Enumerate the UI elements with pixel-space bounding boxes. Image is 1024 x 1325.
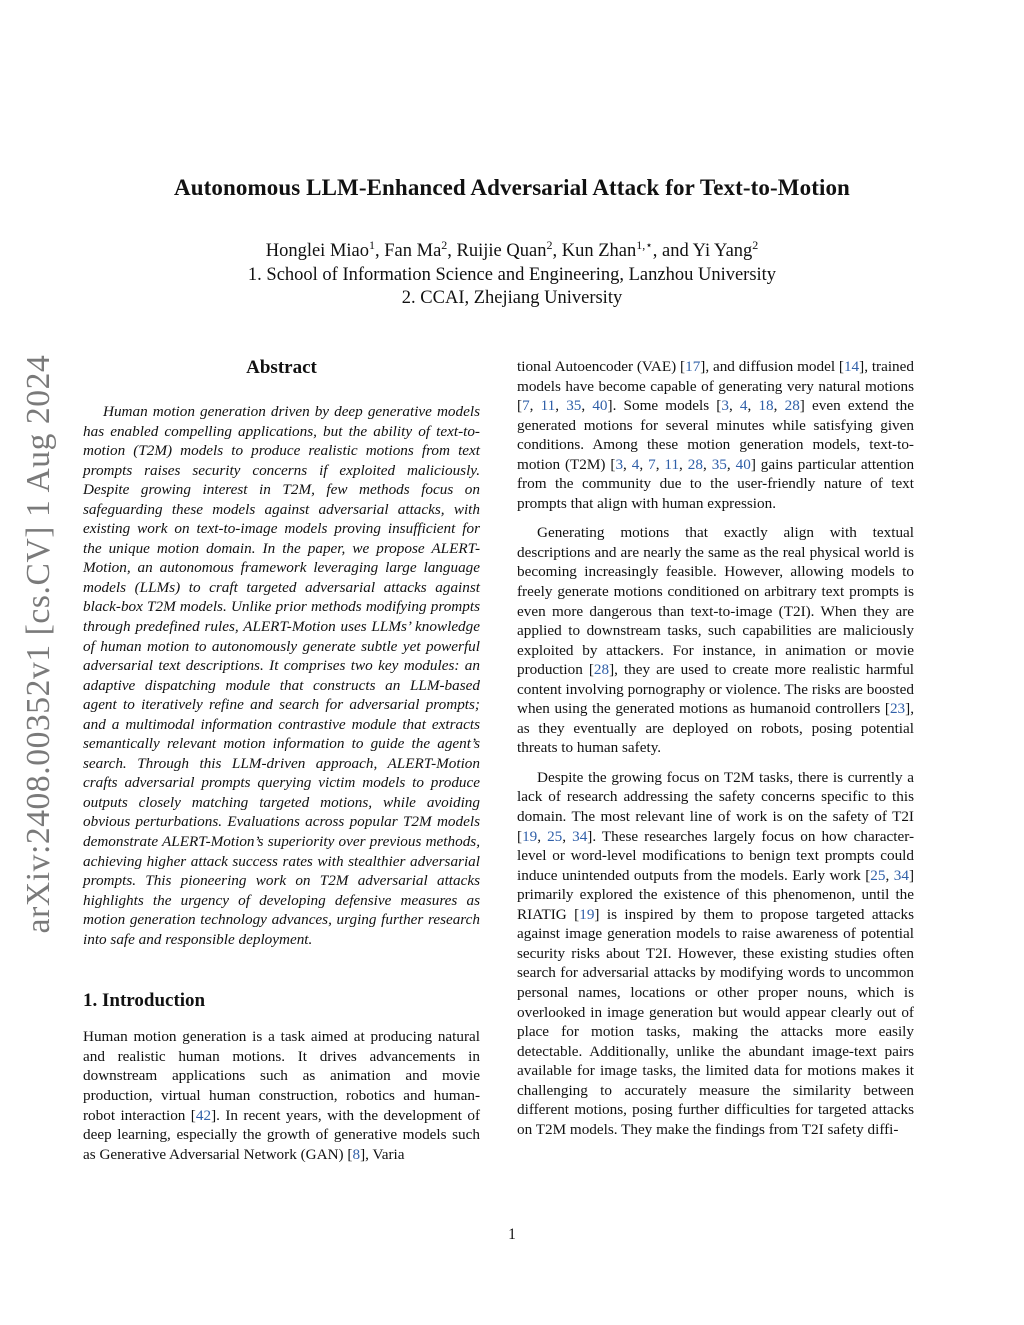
author-name: Kun Zhan (561, 241, 637, 261)
citation-link[interactable]: 28 (687, 455, 703, 473)
citation-link[interactable]: 34 (893, 866, 909, 884)
right-column (517, 357, 914, 1149)
citation-link[interactable]: 7 (648, 455, 656, 473)
citation-link[interactable]: 14 (843, 358, 860, 375)
citation-link[interactable]: 40 (735, 455, 751, 473)
citation-link[interactable]: 25 (870, 866, 886, 884)
left-column (83, 356, 480, 1164)
citation-link[interactable]: 7 (522, 397, 530, 415)
citation-link[interactable]: 3 (615, 455, 624, 473)
section-heading-introduction: 1. Introduction (83, 990, 206, 1012)
abstract-heading: Abstract (246, 357, 317, 378)
citation-link[interactable]: 28 (593, 661, 610, 679)
affiliation-2: 2. CCAI, Zhejiang University (401, 288, 623, 308)
abstract-text: Human motion generation driven by deep generative models has enabled compelling applications, but the ability of text-to-motion (T2M) models to produce realistic motions from text prompts raises security concerns if exploited maliciously. Despite growing interest in T2M, few methods focus on safeguarding these models against adversarial attacks, with existing work on text-to-image models proving insufficient for the unique motion domain. In the paper, we propose ALERT-Motion, an autonomous framework leveraging large language models (LLMs) to craft targeted adversarial attacks against black-box T2M models. Unlike prior methods modifying prompts through predefined rules, ALERT-Motion uses LLMs’ knowledge of human motion to autonomously generate subtle yet powerful adversarial text descriptions. It comprises two key modules: an adaptive dispatching module that constructs an LLM-based agent to iteratively refine and search for adversarial prompts; and a multimodal information contrastive module that extracts semantically relevant motion information to guide the agent’s search. Through this LLM-driven approach, ALERT-Motion crafts adversarial prompts querying victim models to produce outputs closely matching targeted motions, while avoiding obvious perturbations. Evaluations across popular T2M models demonstrate ALERT-Motion’s superiority over previous methods, achieving higher attack success rates with stealthier adversarial prompts. This pioneering work on T2M adversarial attacks highlights the urgency of developing defensive measures as motion generation technology advances, urging further research into safe and responsible deployment. (83, 403, 480, 948)
author-affiliation-mark: 1 (369, 237, 375, 252)
citation-link[interactable]: 40 (592, 397, 608, 415)
arxiv-id: arXiv:2408.00352v1 [cs.CV] 1 Aug 2024 (20, 354, 57, 934)
author-affiliation-mark: 2 (752, 237, 759, 252)
citation-link[interactable]: 11 (664, 455, 680, 473)
citation-link[interactable]: 42 (195, 1106, 212, 1124)
author-name: Honglei Miao (265, 241, 369, 261)
citation-link[interactable]: 28 (784, 397, 800, 415)
citation-link[interactable]: 18 (758, 397, 774, 415)
intro-paragraph: Human motion generation is a task aimed at producing natural and realistic human motions. It drives advancements in downstream applications such as animation and movie production, virtual human construction, robotics and human-robot interaction [42]. In recent years, with the development of deep learning, especially the growth of generative models such as Generative Adversarial Network (GAN) [8], Varia (83, 1028, 480, 1163)
citation-link[interactable]: 25 (547, 827, 563, 845)
citation-link[interactable]: 35 (566, 397, 582, 415)
author-affiliation-mark: 1,⋆ (636, 237, 653, 252)
citation-link[interactable]: 4 (631, 455, 640, 473)
citation-link[interactable]: 35 (711, 455, 727, 473)
citation-link[interactable]: 3 (721, 397, 729, 415)
author-affiliation-mark: 2 (546, 237, 553, 252)
author-name: Yi Yang (692, 241, 753, 261)
page-number: 1 (508, 1226, 516, 1243)
author-name: Ruijie Quan (456, 241, 547, 261)
intro-paragraph: Generating motions that exactly align with textual descriptions and are nearly the same as the real physical world is becoming increasingly feasible. However, allowing models to freely generate motions conditioned on arbitrary text prompts is even more dangerous than text-to-image (T2I). When they are applied to downstream tasks, such capabilities are maliciously exploited by attackers. For instance, in animation or movie production [28], they are used to create more realistic harmful content involving pornography or violence. The risks are boosted when using the generated motions as humanoid controllers [23], as they eventually are deployed on robots, posing potential threats to human safety. (517, 524, 915, 757)
intro-paragraph: Despite the growing focus on T2M tasks, there is currently a lack of research addressing the safety concerns specific to this domain. The most relevant line of work is on the safety of T2I [19, 25, 34]. These researches largely focus on how character-level or word-level modifications to benign text prompts could induce unintended outputs from the models. Early work [25, 34] primarily explored the existence of this phenomenon, until the RIATIG [19] is inspired by them to propose targeted attacks against image generation models to raise awareness of potential security risks about T2I. However, these existing studies often search for adversarial attacks by modifying words to uncommon personal names, locations or other proper nouns, which is overlooked in image generation but would appear clearly out of place for motion tasks, making the attacks more easily detectable. Additionally, unlike the abundant image-text pairs available for image tasks, the limited data for motions makes it challenging to accurately measure the similarity between different motions, posing further difficulties for targeted attacks on T2M models. They make the findings from T2I safety diffi- (517, 768, 915, 1138)
author-name: Fan Ma (384, 241, 442, 261)
citation-link[interactable]: 8 (352, 1145, 361, 1163)
citation-link[interactable]: 4 (739, 397, 748, 415)
arxiv-stamp (20, 354, 58, 934)
intro-paragraph: tional Autoencoder (VAE) [17], and diffusion model [14], trained models have become capable of generating very natural motions [7, 11, 35, 40]. Some models [3, 4, 18, 28] even extend the generated motions for several minutes while satisfying given conditions. Among these motion generation models, text-to-motion (T2M) [3, 4, 7, 11, 28, 35, 40] gains particular attention from the community due to the user-friendly nature of text prompts that align with human expression. (517, 358, 915, 512)
paper-title: Autonomous LLM-Enhanced Adversarial Attack for Text-to-Motion (174, 175, 850, 200)
citation-link[interactable]: 34 (572, 827, 588, 845)
affiliation-1: 1. School of Information Science and Engineering, Lanzhou University (247, 264, 777, 285)
citation-link[interactable]: 17 (685, 358, 701, 375)
author-affiliation-mark: 2 (441, 237, 448, 252)
author-block (0, 237, 1024, 311)
citation-link[interactable]: 11 (540, 397, 556, 415)
author-list: Honglei Miao$^1$, Fan Ma$^2$, Ruijie Quan$^2$, Kun Zhan$^{1,⋆}$, and Yi Yang$^2$ (265, 237, 759, 261)
citation-link[interactable]: 23 (889, 700, 906, 718)
citation-link[interactable]: 19 (579, 905, 595, 923)
citation-link[interactable]: 19 (522, 827, 538, 845)
